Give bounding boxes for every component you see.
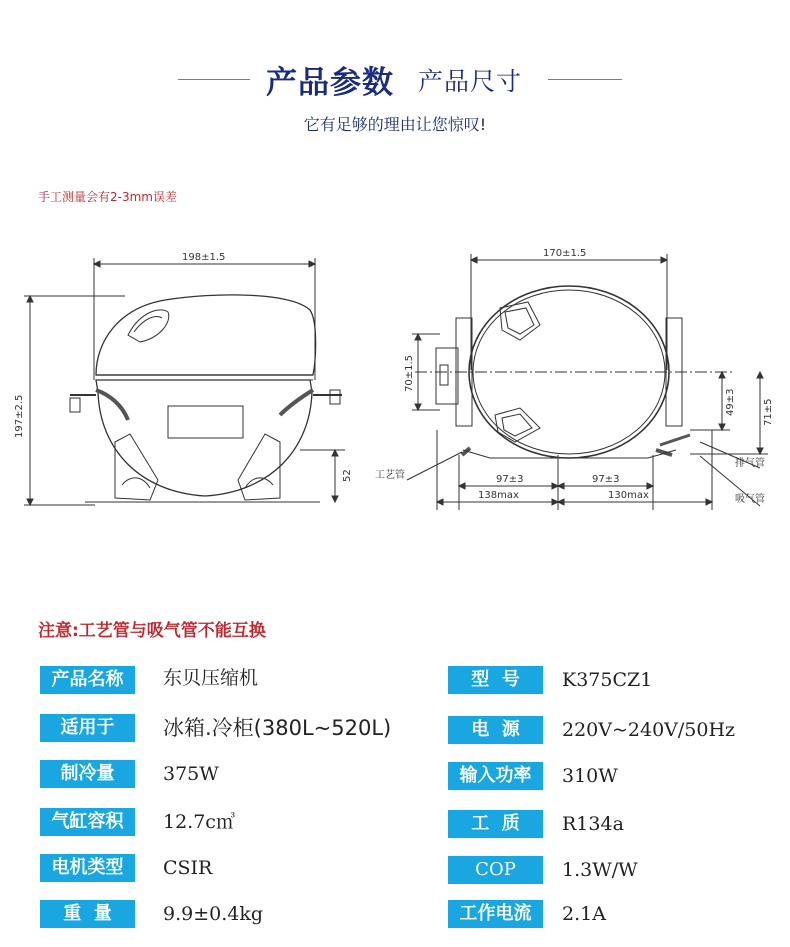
spec-label-refrigerant: 工 质 [448,810,543,838]
spec-value-application: 冰箱.冷柜(380L~520L) [163,716,392,740]
header-tagline: 它有足够的理由让您惊叹! [303,115,487,134]
spec-value-model: K375CZ1 [562,669,653,691]
spec-value-power-supply: 220V~240V/50Hz [562,719,736,741]
tolerance-note: 手工测量会有2-3mm误差 [38,190,177,204]
suction-pipe-label: 吸气管 [735,494,765,505]
header-right-rule [548,79,622,80]
spec-label-cop: COP [448,856,543,884]
front-view-drawing [407,254,768,510]
spec-label-power-supply: 电 源 [448,716,543,744]
spec-table [0,660,790,947]
spec-label-application: 适用于 [40,714,135,742]
page-header [0,52,790,112]
spec-value-working-current: 2.1A [562,903,606,925]
spec-value-cooling: 375W [163,763,219,785]
spec-label-weight: 重 量 [40,900,135,928]
bottom-right-outer-label: 130max [608,490,649,501]
bottom-left-inner-label: 97±3 [496,474,524,485]
spec-value-displacement: 12.7c㎥ [163,811,235,833]
side-width-label: 198±1.5 [182,252,226,263]
warning-note: 注意:工艺管与吸气管不能互换 [38,621,266,641]
spec-label-cooling: 制冷量 [40,760,135,788]
front-pipe-height-label: 49±3 [725,388,736,416]
front-left-height-label: 70±1.5 [404,354,415,392]
dimension-drawing [0,230,790,530]
spec-label-displacement: 气缸容积 [40,808,135,836]
front-right-height-label: 71±5 [763,398,774,426]
spec-label-input-power: 输入功率 [448,762,543,790]
bottom-right-inner-label: 97±3 [592,474,620,485]
spec-label-motor-type: 电机类型 [40,854,135,882]
side-height-label: 197±2.5 [14,394,25,438]
side-foot-label: 52 [342,469,353,482]
spec-label-model: 型 号 [448,666,543,694]
spec-value-product-name: 东贝压缩机 [163,667,259,689]
header-title: 产品参数 [266,65,394,101]
spec-value-cop: 1.3W/W [562,859,638,881]
spec-value-motor-type: CSIR [163,857,213,879]
header-left-rule [178,79,250,80]
spec-label-product-name: 产品名称 [40,666,135,694]
spec-value-refrigerant: R134a [562,813,624,835]
side-view-drawing [24,258,345,505]
spec-value-input-power: 310W [562,765,618,787]
discharge-pipe-label: 排气管 [735,458,765,469]
bottom-left-outer-label: 138max [478,490,519,501]
header-subtitle-title: 产品尺寸 [418,67,523,96]
front-width-label: 170±1.5 [543,248,587,259]
process-pipe-label: 工艺管 [375,470,405,481]
spec-value-weight: 9.9±0.4kg [163,903,264,925]
spec-label-working-current: 工作电流 [448,900,543,928]
